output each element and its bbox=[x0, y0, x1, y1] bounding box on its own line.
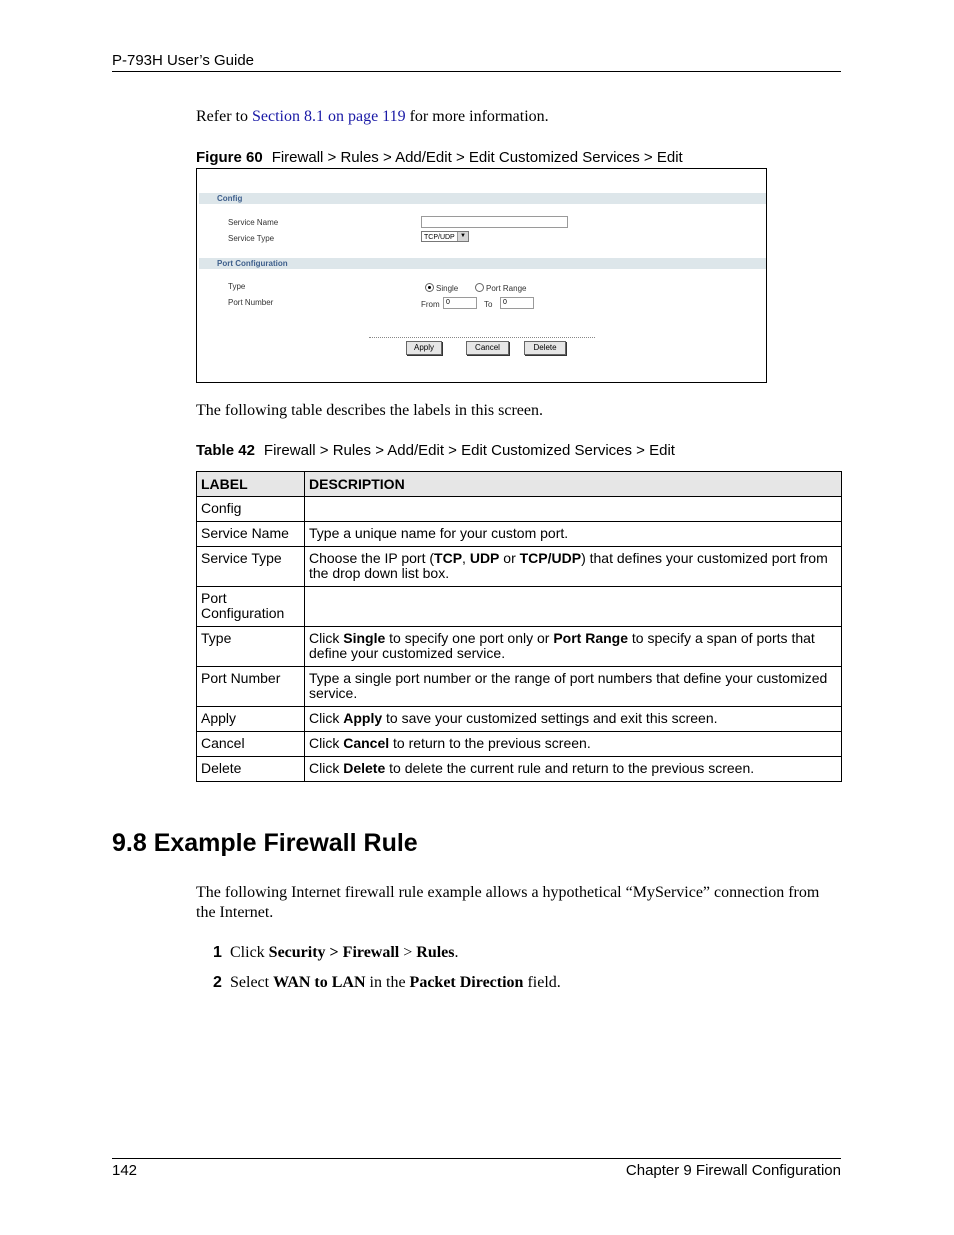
bold-term: Rules bbox=[416, 944, 455, 961]
row-description bbox=[305, 587, 842, 627]
section-link[interactable]: Section 8.1 on page 119 bbox=[251, 108, 406, 125]
config-heading: Config bbox=[217, 194, 243, 203]
row-label: Port Number bbox=[197, 667, 305, 707]
table-header-row bbox=[197, 472, 842, 497]
step-number: 2 bbox=[213, 974, 222, 991]
row-description bbox=[305, 547, 842, 587]
section-intro: The following Internet firewall rule example allows a hypothetical “MyService” connection from the Internet. bbox=[196, 884, 820, 921]
from-label: From bbox=[421, 300, 440, 309]
table-row bbox=[197, 547, 842, 587]
row-description bbox=[305, 627, 842, 667]
table-label: Table 42 bbox=[196, 442, 255, 459]
desc-text: to delete the current rule and return to the previous screen. bbox=[385, 760, 755, 776]
header-label: LABEL bbox=[197, 472, 305, 497]
port-config-section-bar bbox=[199, 258, 766, 269]
row-label: Config bbox=[197, 497, 305, 522]
single-radio-label: Single bbox=[436, 284, 459, 293]
dropdown-arrow-icon[interactable]: ▼ bbox=[457, 232, 468, 241]
bold-term: WAN to LAN bbox=[273, 974, 366, 991]
row-label: Cancel bbox=[197, 732, 305, 757]
step-text: . bbox=[454, 944, 459, 961]
step-text: > bbox=[399, 944, 417, 961]
desc-text: to return to the previous screen. bbox=[389, 735, 591, 751]
step-text: in the bbox=[365, 974, 410, 991]
figure-label: Figure 60 bbox=[196, 149, 263, 166]
header-description: DESCRIPTION bbox=[305, 472, 842, 497]
table-title: Firewall > Rules > Add/Edit > Edit Customized Services > Edit bbox=[263, 442, 675, 459]
intro-prefix: Refer to bbox=[196, 108, 252, 125]
section-heading: 9.8 Example Firewall Rule bbox=[112, 829, 418, 857]
desc-text: Choose the IP port ( bbox=[309, 550, 435, 566]
row-description bbox=[305, 732, 842, 757]
figure-caption bbox=[196, 149, 683, 166]
page-number: 142 bbox=[112, 1162, 138, 1179]
port-range-radio-label: Port Range bbox=[486, 284, 527, 293]
from-port-input[interactable]: 0 bbox=[443, 297, 477, 309]
intro-suffix: for more information. bbox=[405, 108, 549, 125]
step-text: Select bbox=[230, 974, 274, 991]
service-name-label: Service Name bbox=[228, 218, 279, 227]
row-label: Delete bbox=[197, 757, 305, 782]
port-number-label: Port Number bbox=[228, 298, 274, 307]
row-description bbox=[305, 707, 842, 732]
bold-term: Packet Direction bbox=[409, 974, 524, 991]
type-label: Type bbox=[228, 282, 246, 291]
delete-button[interactable]: Delete bbox=[524, 341, 566, 355]
table-row bbox=[197, 497, 842, 522]
row-description bbox=[305, 497, 842, 522]
step-text: Click bbox=[230, 944, 269, 961]
row-description bbox=[305, 667, 842, 707]
bold-term: TCP/UDP bbox=[519, 550, 582, 566]
table-row bbox=[197, 732, 842, 757]
desc-text: or bbox=[499, 550, 520, 566]
desc-text: ) that defines your customized port from the drop down list box. bbox=[309, 550, 828, 581]
header-rule bbox=[112, 71, 841, 72]
table-row bbox=[197, 667, 842, 707]
bold-term: UDP bbox=[469, 550, 500, 566]
port-config-heading: Port Configuration bbox=[217, 259, 288, 268]
intro-paragraph bbox=[196, 107, 549, 127]
service-type-select[interactable] bbox=[421, 231, 469, 242]
single-radio[interactable] bbox=[425, 283, 434, 292]
step-item bbox=[213, 944, 459, 962]
table-row bbox=[197, 707, 842, 732]
bold-term: Delete bbox=[343, 760, 386, 776]
bold-term: Security > Firewall bbox=[268, 944, 400, 961]
bold-term: Cancel bbox=[343, 735, 390, 751]
row-label: Apply bbox=[197, 707, 305, 732]
bold-term: Apply bbox=[343, 710, 383, 726]
button-divider bbox=[369, 337, 595, 338]
desc-text: Click bbox=[309, 710, 344, 726]
desc-text: to specify one port only or bbox=[385, 630, 554, 646]
cancel-button[interactable]: Cancel bbox=[466, 341, 509, 355]
figure-title: Firewall > Rules > Add/Edit > Edit Customized Services > Edit bbox=[271, 149, 683, 166]
row-label: Port Configuration bbox=[197, 587, 305, 627]
desc-text: to specify a span of ports that define your customized service. bbox=[309, 630, 815, 661]
table-caption bbox=[196, 442, 675, 459]
row-description bbox=[305, 522, 842, 547]
screenshot-figure bbox=[196, 168, 767, 383]
bold-term: TCP bbox=[434, 550, 463, 566]
service-name-input[interactable] bbox=[421, 216, 568, 228]
apply-button[interactable]: Apply bbox=[406, 341, 442, 355]
row-description bbox=[305, 757, 842, 782]
row-label: Service Type bbox=[197, 547, 305, 587]
to-port-input[interactable]: 0 bbox=[500, 297, 534, 309]
desc-text: Click bbox=[309, 735, 344, 751]
table-intro: The following table describes the labels in this screen. bbox=[196, 402, 544, 419]
running-header: P-793H User’s Guide bbox=[112, 52, 255, 69]
config-section-bar bbox=[199, 193, 766, 204]
bold-term: Single bbox=[343, 630, 386, 646]
step-number: 1 bbox=[213, 944, 222, 961]
table-row bbox=[197, 627, 842, 667]
port-range-radio[interactable] bbox=[475, 283, 484, 292]
desc-text: Type a unique name for your custom port. bbox=[309, 525, 569, 541]
desc-text: Click bbox=[309, 630, 344, 646]
desc-text: Type a single port number or the range of port numbers that define your customized service. bbox=[309, 670, 828, 701]
desc-text: Click bbox=[309, 760, 344, 776]
chapter-title: Chapter 9 Firewall Configuration bbox=[625, 1162, 841, 1179]
row-label: Type bbox=[197, 627, 305, 667]
desc-text: to save your customized settings and exit this screen. bbox=[382, 710, 718, 726]
bold-term: Port Range bbox=[553, 630, 629, 646]
table-row bbox=[197, 522, 842, 547]
table-row bbox=[197, 757, 842, 782]
row-label: Service Name bbox=[197, 522, 305, 547]
desc-text: , bbox=[462, 550, 470, 566]
to-label: To bbox=[484, 300, 493, 309]
step-text: field. bbox=[523, 974, 561, 991]
service-type-label: Service Type bbox=[228, 234, 275, 243]
step-item bbox=[213, 974, 561, 992]
description-table bbox=[196, 471, 842, 782]
table-row bbox=[197, 587, 842, 627]
footer-rule bbox=[112, 1158, 841, 1159]
service-type-value: TCP/UDP bbox=[424, 234, 455, 241]
